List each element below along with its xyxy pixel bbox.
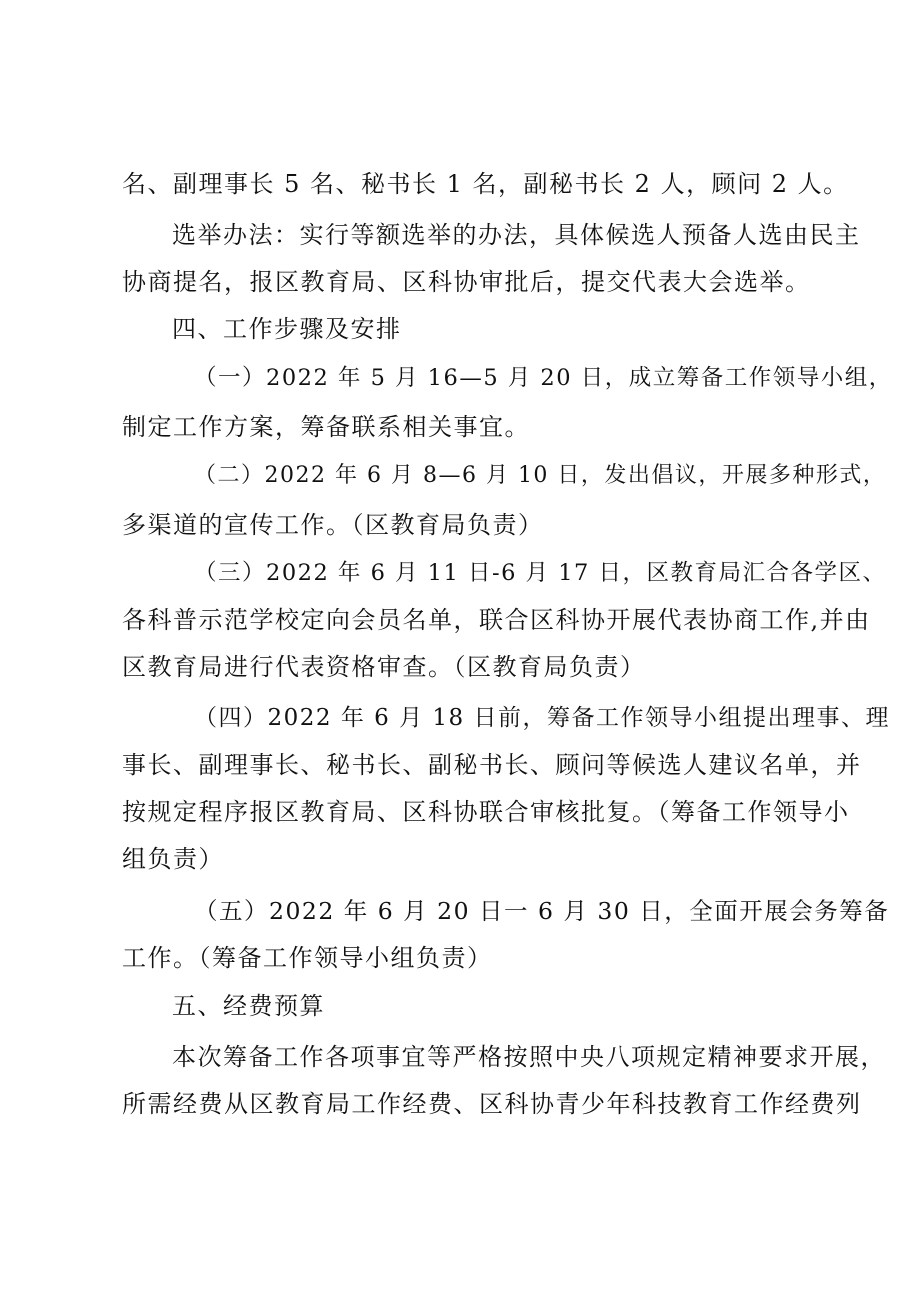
text-line: 区教育局进行代表资格审查。（区教育局负责） — [122, 653, 646, 681]
text-line: （二）2022 年 6 月 8—6 月 10 日，发出倡议，开展多种形式， — [194, 463, 887, 488]
text-line: 多渠道的宣传工作。（区教育局负责） — [122, 511, 544, 539]
text-line: 协商提名，报区教育局、区科协审批后，提交代表大会选举。 — [122, 268, 811, 296]
text-line: （四）2022 年 6 月 18 日前，筹备工作领导小组提出理事、理 — [194, 705, 890, 731]
text-line: （一）2022 年 5 月 16—5 月 20 日，成立筹备工作领导小组， — [194, 365, 893, 391]
section-heading: 四、工作步骤及安排 — [172, 315, 402, 343]
text-line: 所需经费从区教育局工作经费、区科协青少年科技教育工作经费列 — [122, 1090, 862, 1118]
section-heading: 五、经费预算 — [172, 992, 325, 1020]
text-line: 事长、副理事长、秘书长、副秘书长、顾问等候选人建议名单，并 — [122, 751, 862, 779]
text-line: 选举办法：实行等额选举的办法，具体候选人预备人选由民主 — [172, 221, 861, 249]
text-line: 工作。（筹备工作领导小组负责） — [122, 944, 493, 972]
text-line: 按规定程序报区教育局、区科协联合审核批复。（筹备工作领导小 — [122, 798, 850, 826]
text-line: 本次筹备工作各项事宜等严格按照中央八项规定精神要求开展， — [172, 1043, 886, 1071]
text-line: 名、副理事长 5 名、秘书长 1 名，副秘书长 2 人，顾问 2 人。 — [122, 170, 849, 198]
text-line: 各科普示范学校定向会员名单，联合区科协开展代表协商工作,并由 — [122, 606, 871, 634]
text-line: （三）2022 年 6 月 11 日-6 月 17 日，区教育局汇合各学区、 — [194, 560, 887, 586]
text-line: 制定工作方案，筹备联系相关事宜。 — [122, 413, 530, 441]
text-line: 组负责） — [122, 845, 224, 873]
text-line: （五）2022 年 6 月 20 日一 6 月 30 日，全面开展会务筹备 — [194, 897, 890, 925]
